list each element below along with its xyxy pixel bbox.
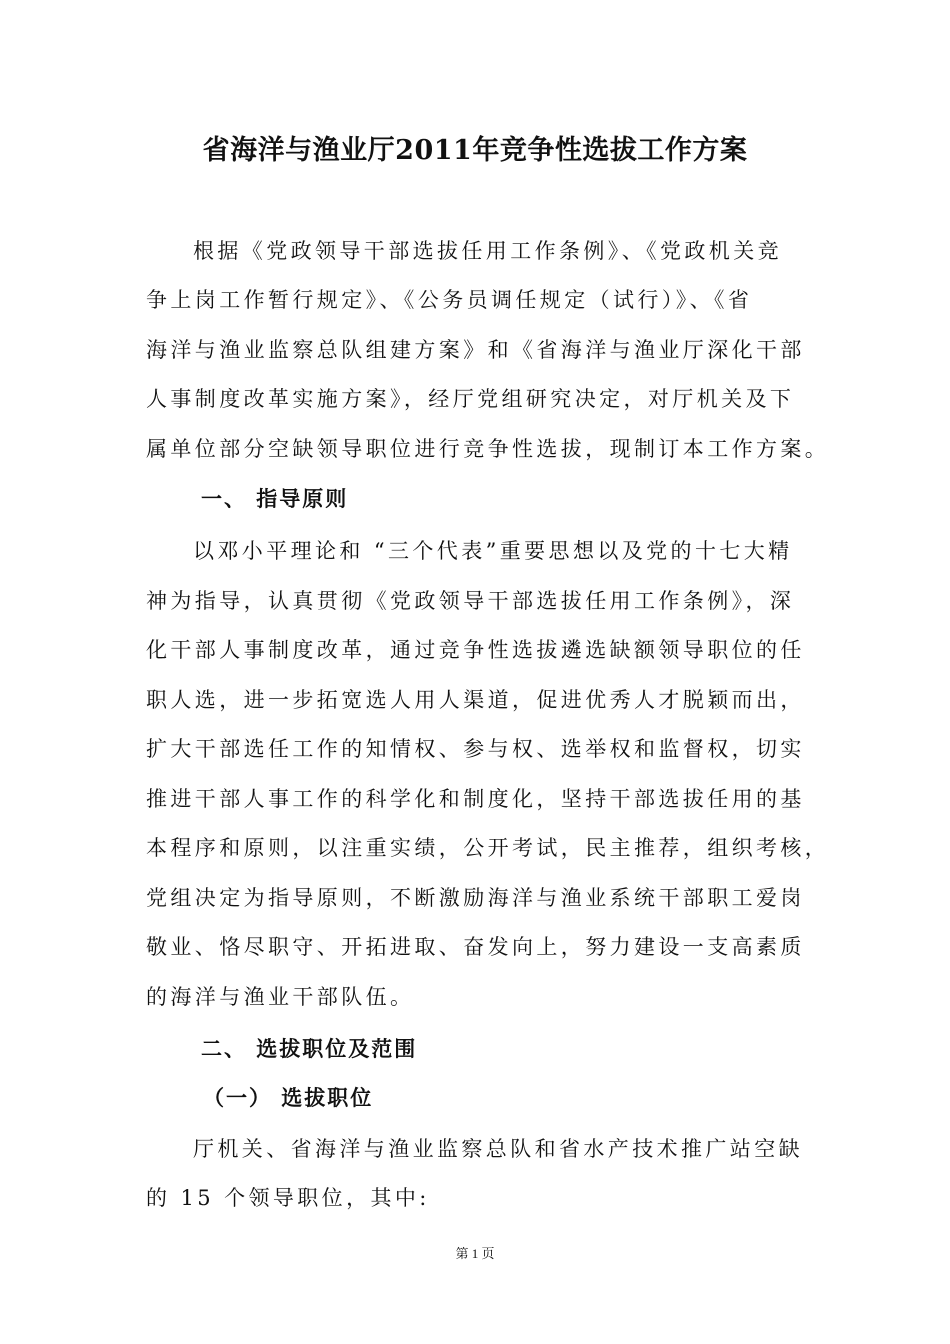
paragraph-line: 职人选，进一步拓宽选人用人渠道，促进优秀人才脱颖而出， <box>146 688 805 712</box>
paragraph-line: 神为指导，认真贯彻《党政领导干部选拔任用工作条例》，深 <box>146 589 795 613</box>
section-heading: 二、 选拔职位及范围 <box>201 1036 418 1061</box>
paragraph-line: 的 15 个领导职位，其中: <box>146 1186 430 1210</box>
paragraph-line: 本程序和原则，以注重实绩，公开考试，民主推荐，组织考核， <box>146 836 830 860</box>
paragraph-line: 扩大干部选任工作的知情权、参与权、选举权和监督权，切实 <box>146 737 805 761</box>
paragraph-line: 党组决定为指导原则，不断激励海洋与渔业系统干部职工爱岗 <box>146 886 805 910</box>
paragraph-line: 以邓小平理论和 “三个代表”重要思想以及党的十七大精 <box>193 539 793 563</box>
paragraph-line: 属单位部分空缺领导职位进行竞争性选拔，现制订本工作方案。 <box>146 437 830 461</box>
document-title: 省海洋与渔业厅2011年竞争性选拔工作方案 <box>202 135 748 166</box>
paragraph-line: 推进干部人事工作的科学化和制度化，坚持干部选拔任用的基 <box>146 787 805 811</box>
subsection-heading: （一） 选拔职位 <box>203 1085 374 1110</box>
paragraph-line: 敬业、恪尽职守、开拓进取、奋发向上，努力建设一支高素质 <box>146 935 805 959</box>
paragraph-line: 化干部人事制度改革，通过竞争性选拔遴选缺额领导职位的任 <box>146 638 805 662</box>
section-heading: 一、 指导原则 <box>201 486 349 511</box>
paragraph-line: 根据《党政领导干部选拔任用工作条例》、《党政机关竞 <box>193 239 782 263</box>
paragraph-line: 人事制度改革实施方案》，经厅党组研究决定，对厅机关及下 <box>146 387 795 411</box>
paragraph-line: 厅机关、省海洋与渔业监察总队和省水产技术推广站空缺 <box>193 1137 803 1161</box>
page-number: 第 1 页 <box>455 1246 495 1261</box>
paragraph-line: 海洋与渔业监察总队组建方案》和《省海洋与渔业厅深化干部 <box>146 338 805 362</box>
paragraph-line: 争上岗工作暂行规定》、《公务员调任规定（试行）》、《省 <box>146 288 753 312</box>
paragraph-line: 的海洋与渔业干部队伍。 <box>146 985 415 1009</box>
